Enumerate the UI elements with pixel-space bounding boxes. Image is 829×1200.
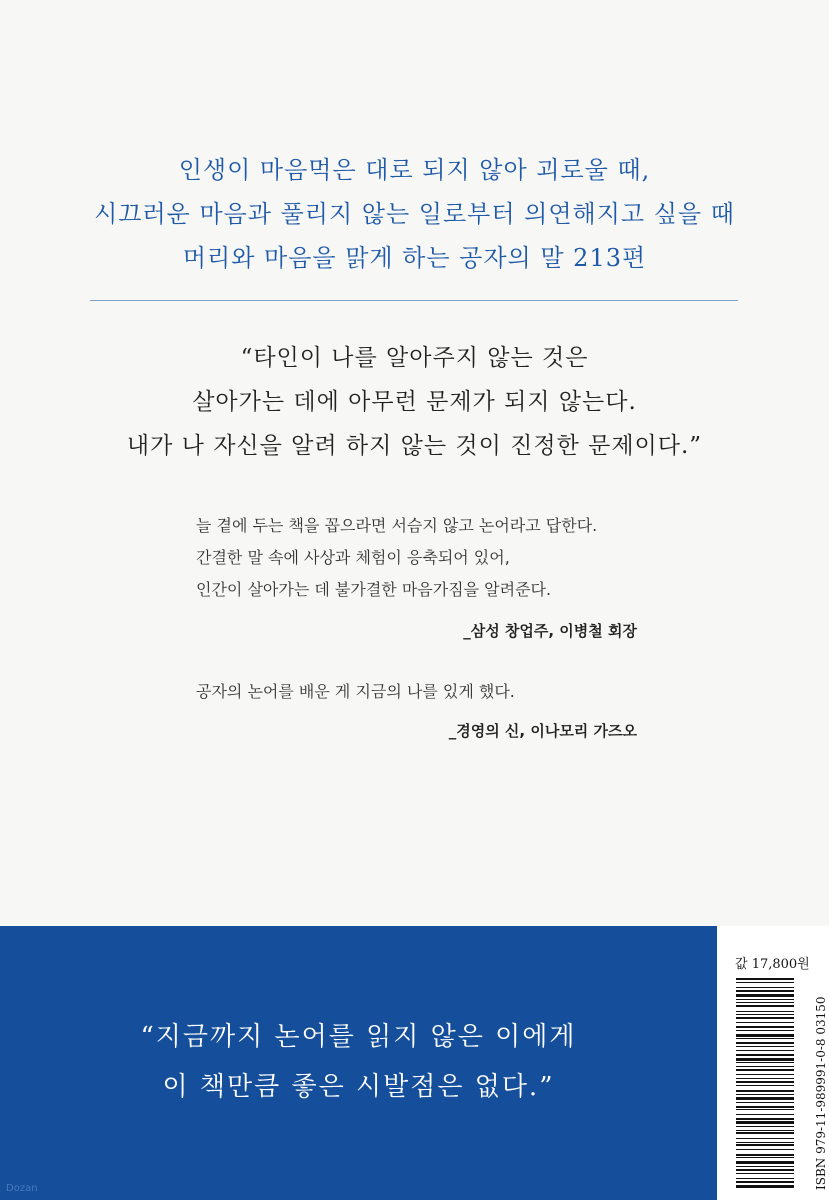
barcode-bar bbox=[736, 987, 794, 988]
barcode-bar bbox=[736, 1038, 794, 1039]
quote-line: 내가 나 자신을 알려 하지 않는 것이 진정한 문제이다.” bbox=[126, 433, 703, 459]
barcode-bar bbox=[736, 1094, 794, 1095]
barcode-bar bbox=[736, 1085, 794, 1086]
band-quote-line: “지금까지 논어를 읽지 않은 이에게 bbox=[140, 1022, 577, 1052]
barcode-bar bbox=[736, 1062, 794, 1063]
barcode-bar bbox=[736, 1090, 794, 1092]
barcode-bar bbox=[736, 1078, 794, 1079]
barcode-bar bbox=[736, 1046, 794, 1047]
barcode-bar bbox=[736, 1050, 794, 1051]
barcode-bar bbox=[736, 1058, 794, 1061]
barcode-bar bbox=[736, 1185, 794, 1188]
barcode-bar bbox=[736, 1005, 794, 1007]
barcode-bar bbox=[736, 1166, 794, 1167]
barcode-bar bbox=[736, 994, 794, 997]
quote-line: “타인이 나를 알아주지 않는 것은 bbox=[240, 345, 589, 371]
testimonial-attribution: _경영의 신, 이나모리 가즈오 bbox=[448, 722, 637, 740]
barcode-bar bbox=[736, 1181, 794, 1183]
band-quote-line: 이 책만큼 좋은 시발점은 없다.” bbox=[162, 1072, 555, 1102]
barcode-bar bbox=[736, 1149, 794, 1150]
blurb bbox=[0, 148, 829, 280]
barcode-bar bbox=[736, 1106, 794, 1108]
testimonial-attribution: _삼성 창업주, 이병철 회장 bbox=[463, 622, 637, 640]
confucius-quote bbox=[0, 336, 829, 468]
barcode-bar bbox=[736, 1011, 794, 1012]
barcode-bar bbox=[736, 1132, 794, 1134]
barcode-bar bbox=[736, 1054, 794, 1056]
barcode-bar bbox=[736, 1169, 794, 1171]
barcode-bar bbox=[736, 1022, 794, 1023]
barcode-bar bbox=[736, 1014, 794, 1015]
watermark: Dozan bbox=[6, 1183, 38, 1194]
band-quote bbox=[0, 1012, 717, 1112]
barcode-bar bbox=[736, 1157, 794, 1158]
barcode-bar bbox=[736, 1042, 794, 1044]
barcode-bar bbox=[736, 1114, 794, 1115]
barcode-bar bbox=[736, 1030, 794, 1031]
barcode-bar bbox=[736, 1118, 794, 1120]
price-label: 값 17,800원 bbox=[735, 957, 810, 972]
barcode-bar bbox=[736, 1126, 794, 1127]
barcode-bar bbox=[736, 1138, 794, 1139]
testimonial-line: 간결한 말 속에 사상과 체험이 응축되어 있어, bbox=[196, 548, 510, 567]
barcode-bar bbox=[736, 1142, 794, 1143]
barcode-bar bbox=[736, 990, 794, 992]
divider bbox=[90, 300, 738, 301]
isbn-label bbox=[792, 978, 828, 1190]
barcode-bar bbox=[736, 1121, 794, 1124]
blurb-line: 인생이 마음먹은 대로 되지 않아 괴로울 때, bbox=[178, 156, 651, 184]
barcode-bar bbox=[736, 1026, 794, 1028]
barcode-bar bbox=[736, 1034, 794, 1037]
barcode-bar bbox=[736, 1074, 794, 1075]
blurb-line: 시끄러운 마음과 풀리지 않는 일로부터 의연해지고 싶을 때 bbox=[94, 200, 735, 228]
barcode-bar bbox=[736, 1069, 794, 1071]
barcode-bar bbox=[736, 1102, 794, 1103]
testimonial-line: 공자의 논어를 배운 게 지금의 나를 있게 했다. bbox=[196, 682, 515, 701]
barcode-bar bbox=[736, 1017, 794, 1019]
barcode-bar bbox=[736, 978, 794, 980]
barcode-bar bbox=[736, 1130, 794, 1131]
barcode-bar bbox=[736, 982, 794, 983]
barcode-bar bbox=[736, 999, 794, 1000]
blue-band bbox=[0, 926, 717, 1200]
blurb-line: 머리와 마음을 맑게 하는 공자의 말 213편 bbox=[182, 244, 647, 272]
isbn-text: ISBN 979-11-989991-0-8 03150 bbox=[814, 996, 828, 1190]
testimonial-line: 늘 곁에 두는 책을 꼽으라면 서슴지 않고 논어라고 답한다. bbox=[196, 516, 598, 535]
testimonial bbox=[196, 510, 597, 606]
barcode-bar bbox=[736, 1066, 794, 1067]
testimonial bbox=[196, 676, 515, 708]
barcode-bar bbox=[736, 1144, 794, 1146]
barcode-bar bbox=[736, 1081, 794, 1083]
quote-line: 살아가는 데에 아무런 문제가 되지 않는다. bbox=[192, 389, 637, 415]
barcode-bar bbox=[736, 1097, 794, 1100]
barcode-bar bbox=[736, 1109, 794, 1110]
barcode bbox=[736, 978, 794, 1190]
barcode-bar bbox=[736, 1161, 794, 1164]
testimonial-line: 인간이 살아가는 데 불가결한 마음가짐을 알려준다. bbox=[196, 580, 552, 599]
barcode-bar bbox=[736, 1154, 794, 1156]
barcode-bar bbox=[736, 1178, 794, 1179]
barcode-bar bbox=[736, 1173, 794, 1174]
barcode-bar bbox=[736, 1002, 794, 1003]
